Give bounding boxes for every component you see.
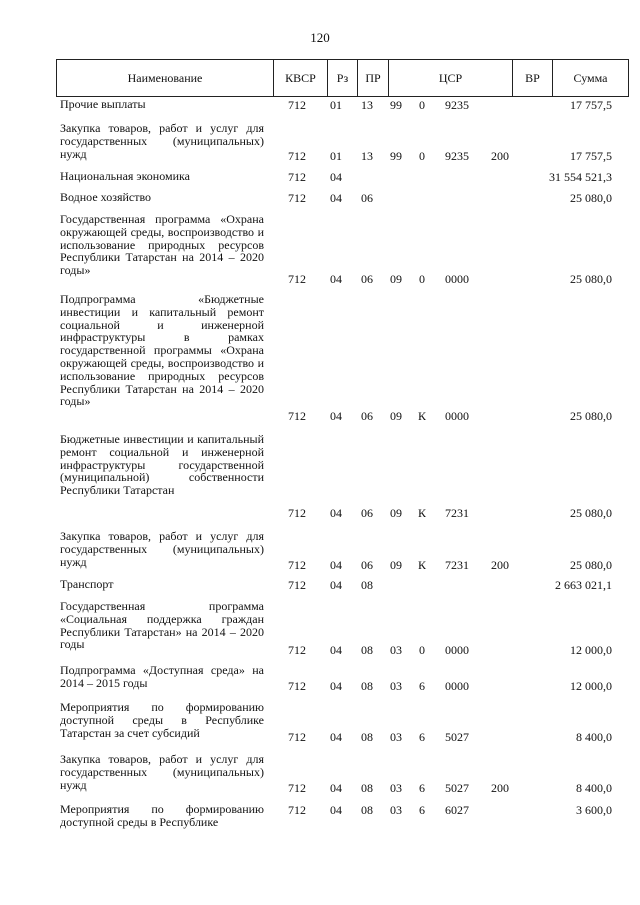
row-kvsr: 712 bbox=[288, 191, 306, 206]
row-sum: 12 000,0 bbox=[570, 679, 612, 694]
row-vr: 200 bbox=[491, 558, 509, 573]
header-name: Наименование bbox=[57, 60, 274, 96]
row-pr: 13 bbox=[361, 149, 373, 164]
row-csr-program: 03 bbox=[390, 781, 402, 796]
row-rz: 04 bbox=[330, 506, 342, 521]
row-csr-subprogram: К bbox=[417, 409, 426, 424]
row-pr: 06 bbox=[361, 191, 373, 206]
row-csr-subprogram: 0 bbox=[419, 149, 425, 164]
row-kvsr: 712 bbox=[288, 98, 306, 113]
row-csr-direction: 7231 bbox=[445, 506, 469, 521]
row-csr-program: 09 bbox=[390, 409, 402, 424]
row-csr-program: 09 bbox=[390, 272, 402, 287]
row-csr-program: 03 bbox=[390, 643, 402, 658]
header-kvsr: КВСР bbox=[274, 60, 328, 96]
row-name: Подпрограмма «Бюджетные инвестиции и капитальный ремонт социальной и инженерной инфраструктуры в рамках государственной программы «Охрана окружающей среды, воспроизводство и использование природных ресурсов Республики Татарстан на 2014 – 2020 годы» bbox=[60, 292, 264, 409]
row-rz: 04 bbox=[330, 781, 342, 796]
row-csr-program: 03 bbox=[390, 679, 402, 694]
row-rz: 04 bbox=[330, 272, 342, 287]
row-rz: 04 bbox=[330, 558, 342, 573]
table-row bbox=[0, 122, 640, 163]
table-row bbox=[0, 600, 640, 657]
row-csr-direction: 5027 bbox=[445, 781, 469, 796]
row-kvsr: 712 bbox=[288, 679, 306, 694]
row-name: Водное хозяйство bbox=[60, 190, 152, 204]
row-name: Мероприятия по формированию доступной среды в Республике bbox=[60, 802, 264, 829]
row-name: Подпрограмма «Доступная среда» на 2014 – 2015 годы bbox=[60, 663, 264, 690]
row-rz: 04 bbox=[330, 578, 342, 593]
table-row bbox=[0, 170, 640, 184]
row-sum: 31 554 521,3 bbox=[549, 170, 612, 185]
row-kvsr: 712 bbox=[288, 578, 306, 593]
row-pr: 06 bbox=[361, 409, 373, 424]
row-pr: 08 bbox=[361, 679, 373, 694]
header-vr: ВР bbox=[513, 60, 553, 96]
row-csr-subprogram: 0 bbox=[419, 643, 425, 658]
table-row bbox=[0, 664, 640, 693]
row-pr: 13 bbox=[361, 98, 373, 113]
row-csr-subprogram: 6 bbox=[419, 803, 425, 818]
row-csr-program: 09 bbox=[390, 506, 402, 521]
row-sum: 17 757,5 bbox=[570, 98, 612, 113]
row-name: Закупка товаров, работ и услуг для государственных (муниципальных) нужд bbox=[60, 121, 264, 161]
row-csr-subprogram: 6 bbox=[419, 781, 425, 796]
table-row bbox=[0, 530, 640, 572]
row-sum: 3 600,0 bbox=[576, 803, 612, 818]
table-row bbox=[0, 213, 640, 286]
row-csr-direction: 0000 bbox=[445, 679, 469, 694]
row-kvsr: 712 bbox=[288, 506, 306, 521]
row-csr-direction: 6027 bbox=[445, 803, 469, 818]
row-name: Закупка товаров, работ и услуг для государственных (муниципальных) нужд bbox=[60, 529, 264, 569]
header-sum: Сумма bbox=[573, 70, 608, 85]
row-name: Закупка товаров, работ и услуг для государственных (муниципальных) нужд bbox=[60, 752, 264, 792]
row-rz: 01 bbox=[330, 98, 342, 113]
table-row bbox=[0, 191, 640, 205]
row-name: Национальная экономика bbox=[60, 169, 190, 183]
table-header bbox=[56, 59, 629, 97]
row-csr-program: 09 bbox=[390, 558, 402, 573]
row-csr-subprogram: 6 bbox=[419, 730, 425, 745]
row-pr: 06 bbox=[361, 558, 373, 573]
row-rz: 04 bbox=[330, 679, 342, 694]
row-rz: 04 bbox=[330, 191, 342, 206]
row-kvsr: 712 bbox=[288, 781, 306, 796]
table-row bbox=[0, 293, 640, 423]
row-kvsr: 712 bbox=[288, 643, 306, 658]
row-kvsr: 712 bbox=[288, 272, 306, 287]
row-csr-direction: 0000 bbox=[445, 409, 469, 424]
row-sum: 25 080,0 bbox=[570, 191, 612, 206]
row-sum: 2 663 021,1 bbox=[555, 578, 612, 593]
row-vr: 200 bbox=[491, 149, 509, 164]
row-sum: 8 400,0 bbox=[576, 781, 612, 796]
row-csr-subprogram: 0 bbox=[419, 98, 425, 113]
row-sum: 25 080,0 bbox=[570, 409, 612, 424]
header-csr: ЦСР bbox=[389, 60, 513, 96]
row-kvsr: 712 bbox=[288, 558, 306, 573]
row-csr-subprogram: 0 bbox=[419, 272, 425, 287]
header-pr: ПР bbox=[358, 60, 389, 96]
row-kvsr: 712 bbox=[288, 409, 306, 424]
row-kvsr: 712 bbox=[288, 730, 306, 745]
row-pr: 08 bbox=[361, 781, 373, 796]
row-name: Мероприятия по формированию доступной среды в Республике Татарстан за счет субсидий bbox=[60, 700, 264, 740]
row-rz: 04 bbox=[330, 409, 342, 424]
row-kvsr: 712 bbox=[288, 803, 306, 818]
row-name: Государственная программа «Охрана окружающей среды, воспроизводство и использование природных ресурсов Республики Татарстан на 2014 – 2020 годы» bbox=[60, 212, 264, 278]
row-rz: 04 bbox=[330, 170, 342, 185]
row-name: Транспорт bbox=[60, 577, 114, 591]
row-rz: 04 bbox=[330, 643, 342, 658]
row-sum: 25 080,0 bbox=[570, 506, 612, 521]
row-rz: 04 bbox=[330, 730, 342, 745]
row-sum: 25 080,0 bbox=[570, 272, 612, 287]
row-kvsr: 712 bbox=[288, 170, 306, 185]
row-pr: 06 bbox=[361, 272, 373, 287]
row-csr-direction: 9235 bbox=[445, 149, 469, 164]
row-csr-program: 99 bbox=[390, 98, 402, 113]
row-pr: 08 bbox=[361, 643, 373, 658]
table-row bbox=[0, 98, 640, 112]
row-csr-subprogram: К bbox=[417, 506, 426, 521]
header-rz: Рз bbox=[328, 60, 358, 96]
row-csr-direction: 0000 bbox=[445, 643, 469, 658]
row-csr-direction: 9235 bbox=[445, 98, 469, 113]
row-sum: 12 000,0 bbox=[570, 643, 612, 658]
row-csr-program: 99 bbox=[390, 149, 402, 164]
row-sum: 17 757,5 bbox=[570, 149, 612, 164]
row-name: Бюджетные инвестиции и капитальный ремонт социальной и инженерной инфраструктуры государственной (муниципальной) собственности Республики Татарстан bbox=[60, 432, 264, 498]
row-pr: 08 bbox=[361, 730, 373, 745]
row-csr-subprogram: 6 bbox=[419, 679, 425, 694]
page-number: 120 bbox=[310, 30, 330, 45]
table-row bbox=[0, 803, 640, 833]
row-csr-program: 03 bbox=[390, 803, 402, 818]
row-rz: 04 bbox=[330, 803, 342, 818]
table-row bbox=[0, 701, 640, 744]
row-csr-direction: 0000 bbox=[445, 272, 469, 287]
row-rz: 01 bbox=[330, 149, 342, 164]
row-name: Прочие выплаты bbox=[60, 97, 146, 111]
row-sum: 25 080,0 bbox=[570, 558, 612, 573]
row-pr: 08 bbox=[361, 578, 373, 593]
row-csr-program: 03 bbox=[390, 730, 402, 745]
row-name: Государственная программа «Социальная поддержка граждан Республики Татарстан» на 2014 – 2020 годы bbox=[60, 599, 264, 652]
row-sum: 8 400,0 bbox=[576, 730, 612, 745]
table-row bbox=[0, 753, 640, 795]
row-kvsr: 712 bbox=[288, 149, 306, 164]
row-pr: 06 bbox=[361, 506, 373, 521]
row-vr: 200 bbox=[491, 781, 509, 796]
row-pr: 08 bbox=[361, 803, 373, 818]
row-csr-direction: 5027 bbox=[445, 730, 469, 745]
row-csr-direction: 7231 bbox=[445, 558, 469, 573]
row-csr-subprogram: К bbox=[417, 558, 426, 573]
table-row bbox=[0, 578, 640, 592]
table-row bbox=[0, 433, 640, 520]
